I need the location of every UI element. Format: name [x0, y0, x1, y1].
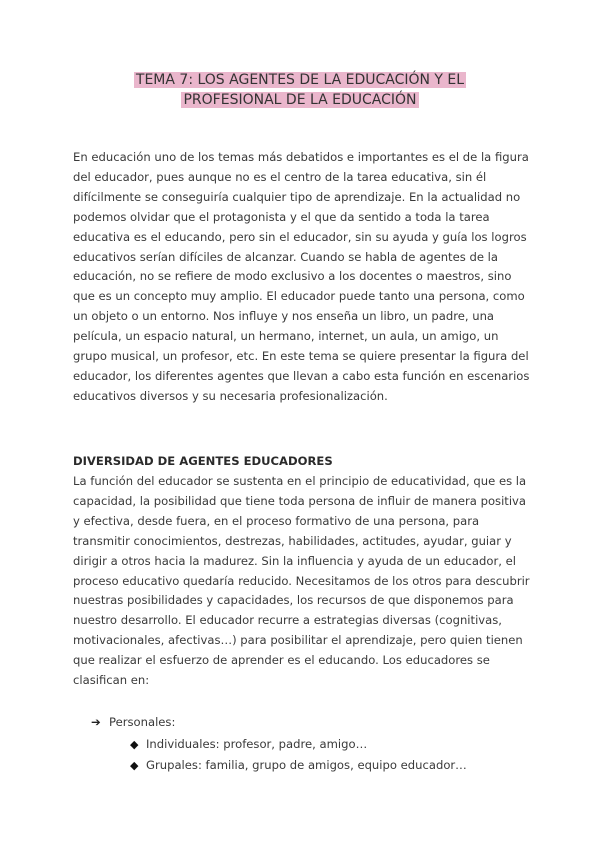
diamond-bullet-icon: ◆ [130, 759, 139, 772]
list-item-label: Grupales: familia, grupo de amigos, equipo educador… [146, 758, 467, 772]
list-item-label: Individuales: profesor, padre, amigo… [146, 737, 368, 751]
intro-paragraph: En educación uno de los temas más debatidos e importantes es el de la figura del educador, pues aunque no es el centro de la tarea educativa, sin él difícilmente se conseguiría cualquier tipo de aprendizaje. En la actualidad no podemos olvidar que el protagonista y el que da sentido a toda la tarea educativa es el educando, pero sin el educador, sin su ayuda y guía los logros educativos serían difíciles de alcanzar. Cuando se habla de agentes de la educación, no se refiere de modo exclusivo a los docentes o maestros, sino que es un concepto muy amplio. El educador puede tanto una persona, como un objeto o un entorno. Nos influye y nos enseña un libro, un padre, una película, un espacio natural, un hermano, internet, un aula, un amigo, un grupo musical, un profesor, etc. En este tema se quiere presentar la figura del educador, los diferentes agentes que llevan a cabo esta función en escenarios educativos diversos y su necesaria profesionalización. [73, 150, 530, 403]
title-line-1: TEMA 7: LOS AGENTES DE LA EDUCACIÓN Y EL [135, 72, 465, 88]
list-item-label: Personales: [109, 715, 176, 729]
diamond-bullet-icon: ◆ [130, 738, 139, 751]
list-item [130, 734, 367, 755]
section-paragraph: La función del educador se sustenta en el principio de educatividad, que es la capacidad, la posibilidad que tiene toda persona de influir de manera positiva y efectiva, desde fuera, en el proceso formativo de una persona, para transmitir conocimientos, destrezas, habilidades, actitudes, ayudar, guiar y dirigir a otros hacia la madurez. Sin la influencia y ayuda de un educador, el proceso educativo quedaría reducido. Necesitamos de los otros para descubrir nuestras posibilidades y capacidades, los recursos de que disponemos para nuestro desarrollo. El educador recurre a estrategias diversas (cognitivas, motivacionales, afectivas…) para posibilitar el aprendizaje, pero quien tienen que realizar el esfuerzo de aprender es el educando. Los educadores se clasifican en: [73, 474, 530, 688]
title-line-2: PROFESIONAL DE LA EDUCACIÓN [183, 92, 417, 108]
list-item [130, 755, 467, 776]
section-heading: DIVERSIDAD DE AGENTES EDUCADORES [73, 454, 333, 468]
list-item [91, 712, 175, 732]
arrow-bullet-icon: ➔ [91, 715, 101, 729]
page-title [0, 70, 600, 110]
